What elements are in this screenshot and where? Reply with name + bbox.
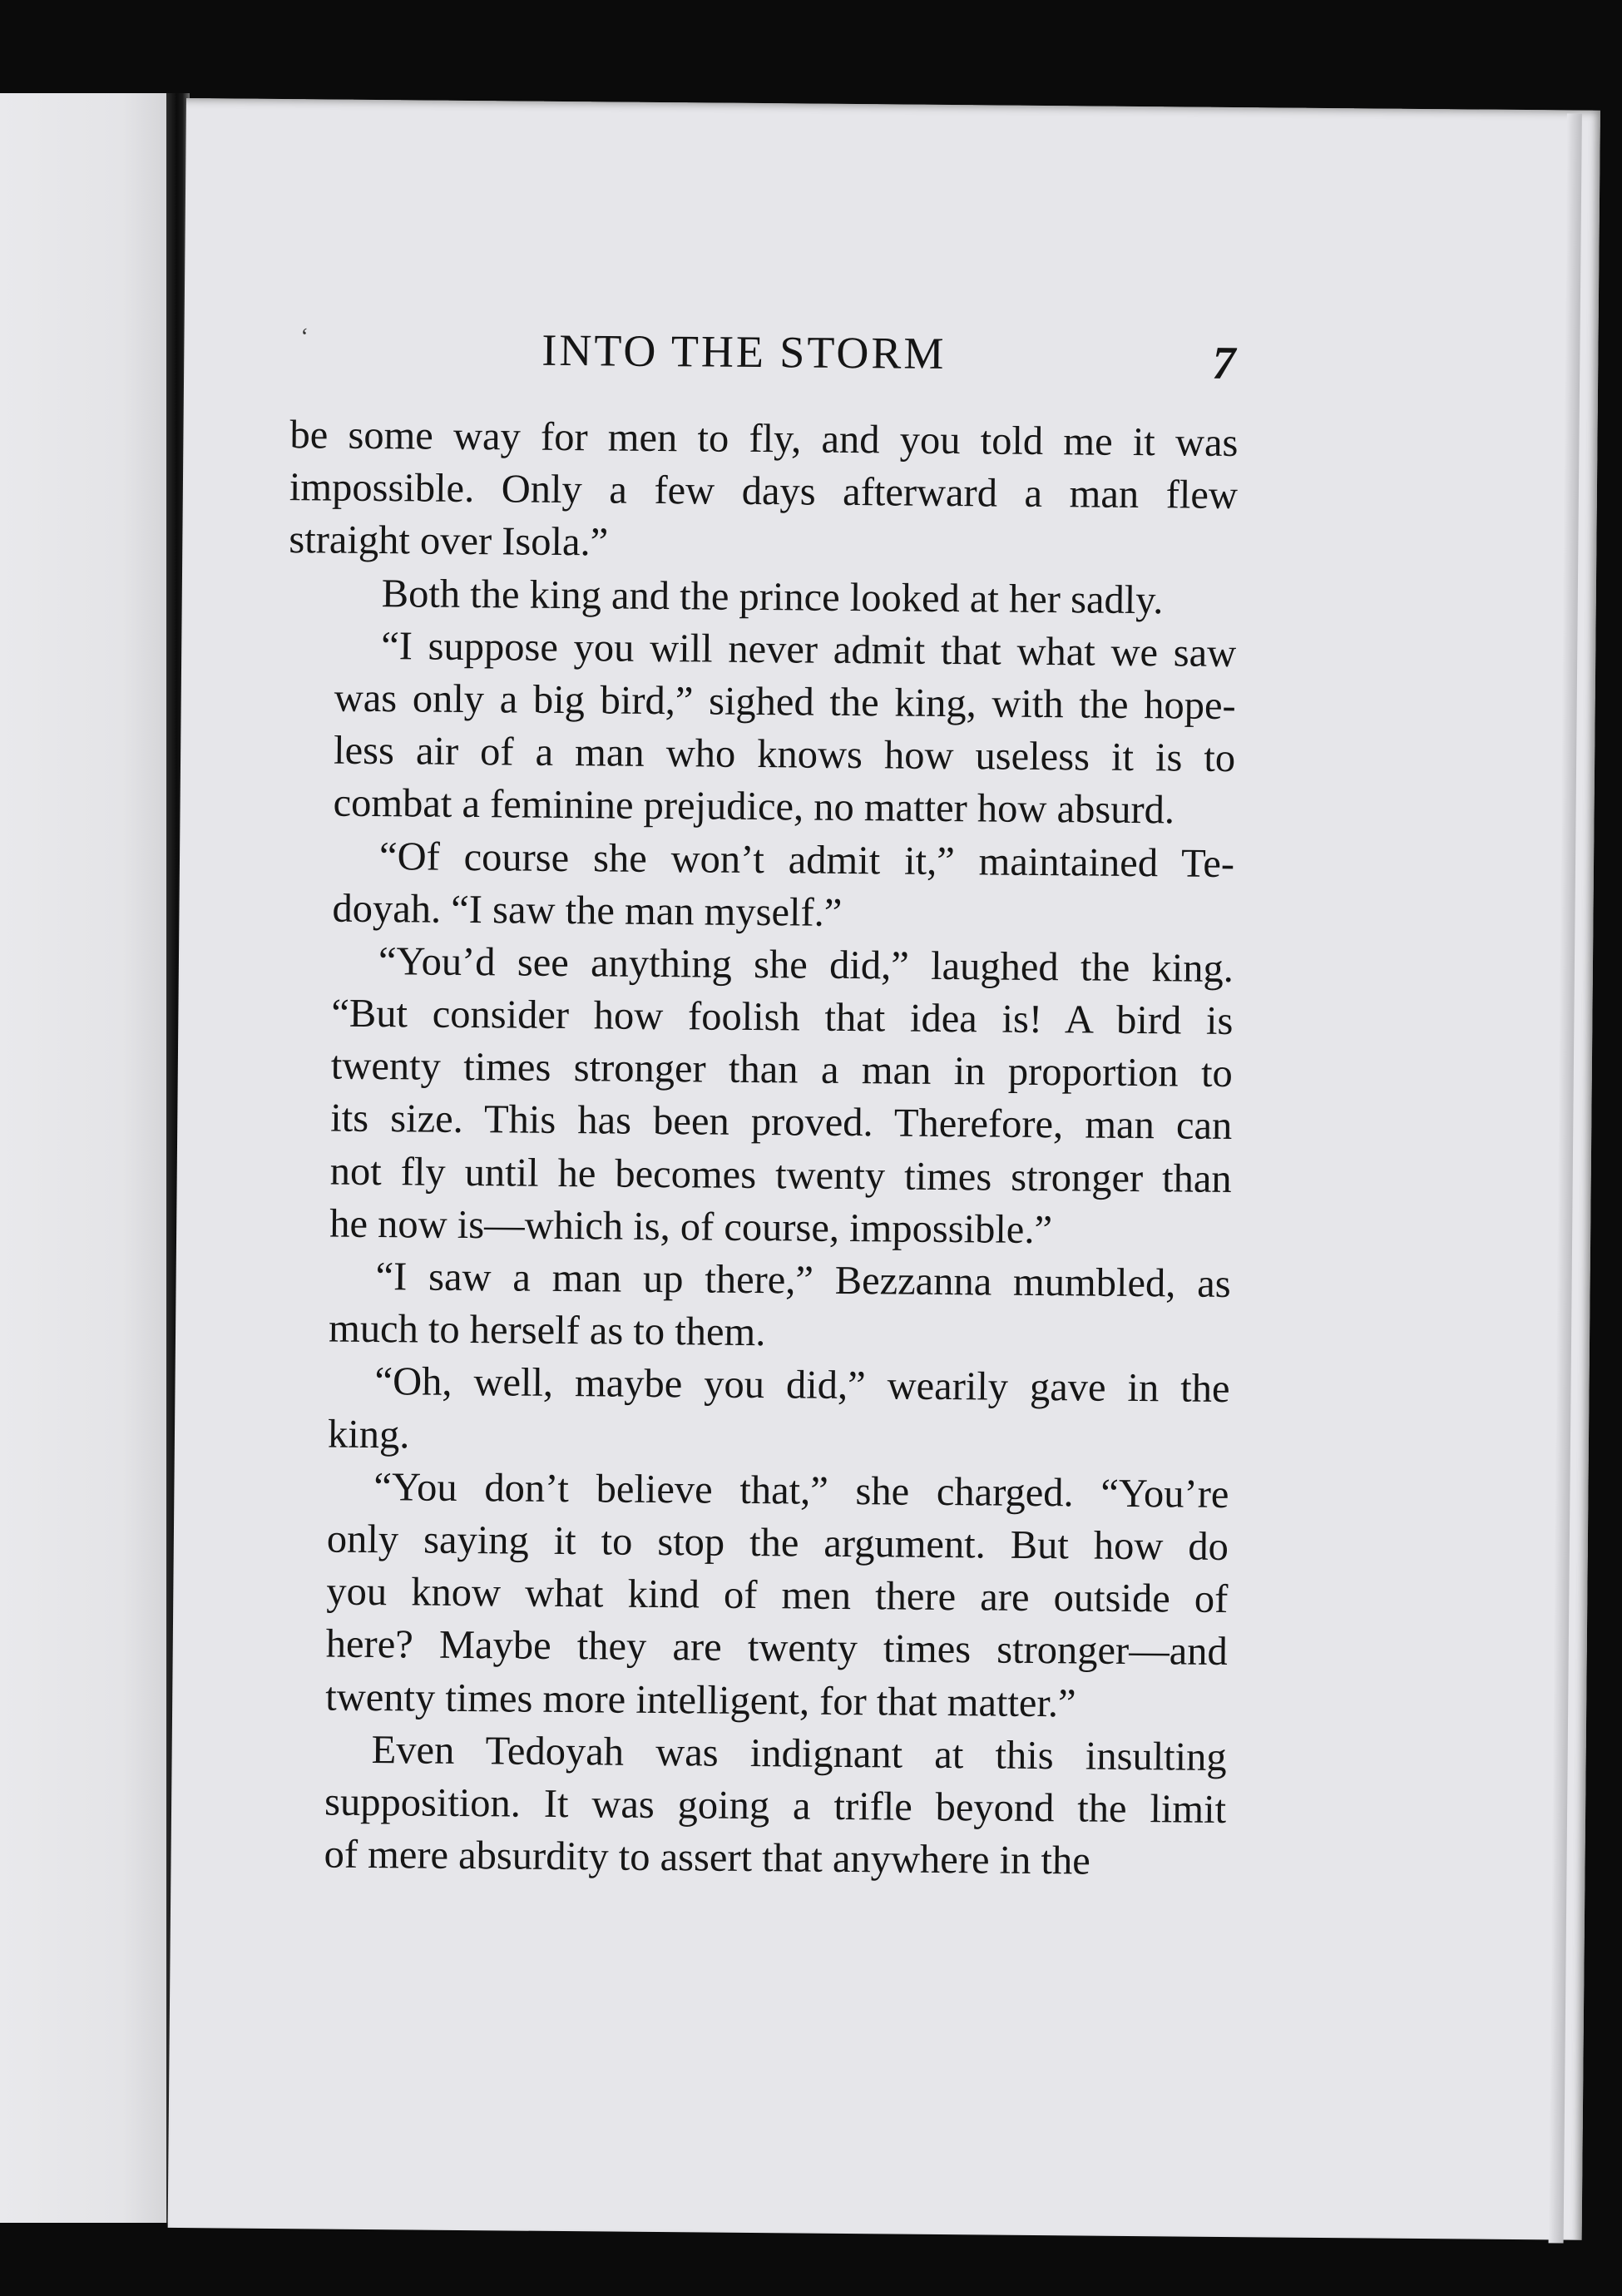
text-line: he now is—which is, of course, impossible.” — [329, 1201, 1053, 1252]
text-line: Both the king and the prince looked at her sadly. — [381, 571, 1164, 622]
text-line: Even Tedoyah was indignant at this insulting — [371, 1727, 1227, 1779]
text-line: doyah. “I saw the man myself.” — [332, 886, 843, 935]
text-line: “You’d see anything she did,” laughed the king. — [378, 938, 1234, 991]
printer-mark: ‘ — [300, 324, 309, 350]
paragraph — [289, 567, 1238, 627]
text-line: “I suppose you will never admit that what we saw — [381, 623, 1237, 675]
text-line: combat a feminine prejudice, no matter how absurd. — [333, 780, 1175, 833]
text-line: less air of a man who knows how useless it is to — [333, 728, 1236, 781]
paragraph — [286, 619, 1236, 838]
text-line: supposition. It was going a trifle beyond the limit — [324, 1779, 1227, 1832]
text-line: twenty times stronger than a man in proportion to — [330, 1043, 1234, 1096]
text-line: was only a big bird,” sighed the king, with the hope- — [334, 675, 1236, 728]
body-text — [277, 408, 1238, 1888]
text-line: king. — [327, 1412, 410, 1457]
paragraph — [279, 1460, 1229, 1731]
text-line: impossible. Only a few days afterward a man flew — [289, 465, 1239, 518]
text-line: of mere absurdity to assert that anywhere in the — [324, 1832, 1090, 1883]
text-line: “But consider how foolish that idea is! A bird is — [331, 991, 1234, 1044]
paragraph — [285, 829, 1234, 943]
text-line: not fly until he becomes twenty times stronger than — [329, 1149, 1232, 1201]
text-line: “Of course she won’t admit it,” maintained Te- — [378, 834, 1235, 886]
text-line: you know what kind of men there are outside of — [326, 1569, 1229, 1622]
book-page — [168, 98, 1600, 2240]
text-line: be some way for men to fly, and you told me it was — [289, 413, 1239, 466]
paragraph — [289, 408, 1239, 575]
text-line: its size. This has been proved. Therefore, man can — [330, 1096, 1233, 1149]
paragraph — [277, 1723, 1227, 1889]
facing-page-edge — [0, 93, 175, 2223]
text-line: only saying it to stop the argument. But how do — [326, 1517, 1229, 1569]
text-line: much to herself as to them. — [328, 1306, 766, 1355]
text-line: “You don’t believe that,” she charged. “You’re — [373, 1464, 1229, 1517]
page-number: 7 — [1211, 337, 1236, 390]
text-line: “Oh, well, maybe you did,” wearily gave in the — [374, 1359, 1230, 1412]
running-head: INTO THE STORM — [541, 324, 947, 379]
paragraph — [282, 1249, 1231, 1363]
paragraph — [281, 1354, 1230, 1467]
text-line: straight over Isola.” — [289, 517, 609, 565]
text-line: “I saw a man up there,” Bezzanna mumbled, as — [375, 1254, 1231, 1307]
page-edge-shadow — [1549, 113, 1582, 2243]
paragraph — [283, 934, 1234, 1258]
text-line: here? Maybe they are twenty times stronger—and — [325, 1621, 1228, 1675]
text-line: twenty times more intelligent, for that matter.” — [325, 1675, 1076, 1725]
